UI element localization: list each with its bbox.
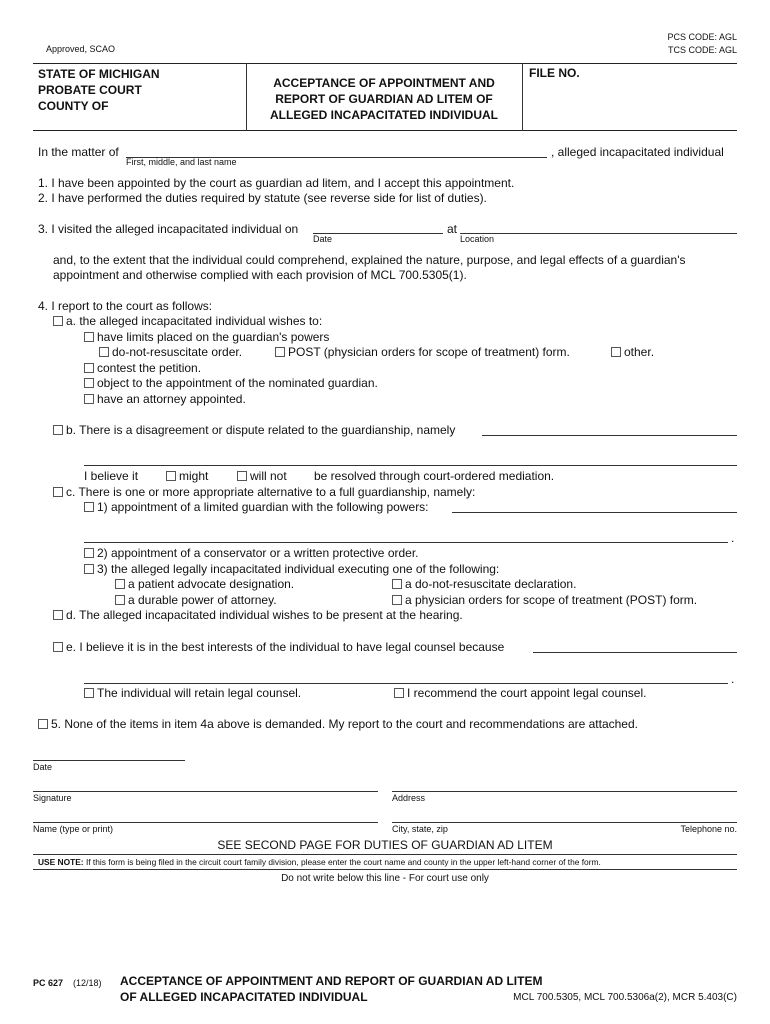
matter-prefix: In the matter of bbox=[38, 145, 119, 159]
court-line: PROBATE COURT bbox=[38, 83, 142, 97]
matter-suffix: , alleged incapacitated individual bbox=[551, 145, 724, 159]
visit-location-field[interactable] bbox=[460, 233, 737, 234]
signature-label: Signature bbox=[33, 793, 72, 803]
mediation-label: be resolved through court-ordered mediation. bbox=[314, 469, 555, 483]
dispute-field[interactable] bbox=[482, 435, 737, 436]
object-option bbox=[84, 376, 378, 390]
item-4e-checkbox[interactable] bbox=[53, 642, 63, 652]
limited-guardian-checkbox[interactable] bbox=[84, 502, 94, 512]
period: . bbox=[731, 531, 735, 545]
durable-poa-checkbox[interactable] bbox=[115, 595, 125, 605]
pcs-code: PCS CODE: AGL bbox=[667, 32, 737, 42]
item-5-label: 5. None of the items in item 4a above is demanded. My report to the court and recommendations are attached. bbox=[51, 717, 638, 731]
item-4a bbox=[53, 314, 322, 328]
executing-option bbox=[84, 562, 499, 576]
item-4d-checkbox[interactable] bbox=[53, 610, 63, 620]
period: . bbox=[731, 672, 735, 686]
limited-powers-field-line-2[interactable] bbox=[84, 542, 728, 543]
other-option bbox=[611, 345, 654, 359]
item-4e-label: e. I believe it is in the best interests of the individual to have legal counsel because bbox=[66, 640, 505, 654]
item-4a-label: a. the alleged incapacitated individual wishes to: bbox=[66, 314, 323, 328]
object-checkbox[interactable] bbox=[84, 378, 94, 388]
might-option bbox=[166, 469, 208, 483]
dnr-declaration-label: a do-not-resuscitate declaration. bbox=[405, 577, 577, 591]
retain-counsel-label: The individual will retain legal counsel. bbox=[97, 686, 302, 700]
attorney-label: have an attorney appointed. bbox=[97, 392, 246, 406]
item-4d bbox=[53, 608, 463, 622]
footer-title: ACCEPTANCE OF APPOINTMENT AND REPORT OF GUARDIAN AD LITEM bbox=[120, 974, 543, 988]
item-5-checkbox[interactable] bbox=[38, 719, 48, 729]
other-checkbox[interactable] bbox=[611, 347, 621, 357]
retain-counsel-option bbox=[84, 686, 301, 700]
durable-poa-option bbox=[115, 593, 277, 607]
post-form-option bbox=[275, 345, 570, 359]
conservator-option bbox=[84, 546, 419, 560]
executing-label: 3) the alleged legally incapacitated individual executing one of the following: bbox=[97, 562, 500, 576]
contest-option bbox=[84, 361, 201, 375]
item-2: 2. I have performed the duties required by statute (see reverse side for list of duties). bbox=[38, 191, 487, 205]
court-block bbox=[38, 66, 160, 114]
will-not-label: will not bbox=[250, 469, 287, 483]
date-label: Date bbox=[33, 762, 53, 772]
post-form-checkbox[interactable] bbox=[275, 347, 285, 357]
use-note bbox=[38, 857, 601, 867]
believe-label: I believe it bbox=[84, 469, 139, 483]
citations: MCL 700.5305, MCL 700.5306a(2), MCR 5.403(C) bbox=[513, 992, 737, 1003]
form-title-line: ALLEGED INCAPACITATED INDIVIDUAL bbox=[270, 108, 498, 122]
item-1: 1. I have been appointed by the court as guardian ad litem, and I accept this appointment. bbox=[38, 176, 515, 190]
durable-poa-label: a durable power of attorney. bbox=[128, 593, 277, 607]
post-orders-label: a physician orders for scope of treatment (POST) form. bbox=[405, 593, 698, 607]
item-3: 3. I visited the alleged incapacitated individual on bbox=[38, 222, 299, 236]
city-field[interactable] bbox=[392, 822, 737, 823]
attorney-checkbox[interactable] bbox=[84, 394, 94, 404]
recommend-counsel-option bbox=[394, 686, 646, 700]
signature-field[interactable] bbox=[33, 791, 378, 792]
post-orders-checkbox[interactable] bbox=[392, 595, 402, 605]
city-label: City, state, zip bbox=[392, 824, 448, 834]
item-3-paragraph: appointment and otherwise complied with each provision of MCL 700.5305(1). bbox=[53, 268, 467, 282]
form-title bbox=[246, 75, 522, 123]
dnr-declaration-checkbox[interactable] bbox=[392, 579, 402, 589]
court-use-only: Do not write below this line - For court use only bbox=[281, 873, 489, 884]
patient-advocate-option bbox=[115, 577, 294, 591]
address-label: Address bbox=[392, 793, 426, 803]
limited-guardian-label: 1) appointment of a limited guardian with the following powers: bbox=[97, 500, 429, 514]
tcs-code: TCS CODE: AGL bbox=[667, 45, 737, 55]
see-second-page: SEE SECOND PAGE FOR DUTIES OF GUARDIAN AD LITEM bbox=[217, 838, 553, 852]
contest-checkbox[interactable] bbox=[84, 363, 94, 373]
counsel-reason-field-line-2[interactable] bbox=[84, 683, 728, 684]
file-no-label: FILE NO. bbox=[529, 66, 580, 80]
post-orders-option bbox=[392, 593, 697, 607]
divider bbox=[33, 854, 737, 855]
caption-divider bbox=[522, 63, 523, 131]
item-3-paragraph: and, to the extent that the individual could comprehend, explained the nature, purpose, and legal effects of a guardian's bbox=[53, 253, 686, 267]
dnr-declaration-option bbox=[392, 577, 576, 591]
name-label: Name (type or print) bbox=[33, 824, 114, 834]
limits-option bbox=[84, 330, 329, 344]
date-field[interactable] bbox=[33, 760, 185, 761]
executing-checkbox[interactable] bbox=[84, 564, 94, 574]
item-4b-checkbox[interactable] bbox=[53, 425, 63, 435]
court-line: COUNTY OF bbox=[38, 99, 109, 113]
dnr-order-option bbox=[99, 345, 242, 359]
date-caption: Date bbox=[313, 234, 333, 244]
form-date: (12/18) bbox=[73, 978, 102, 988]
name-field[interactable] bbox=[33, 822, 378, 823]
form-number: PC 627 bbox=[33, 978, 64, 988]
visit-date-field[interactable] bbox=[313, 233, 443, 234]
post-form-label: POST (physician orders for scope of treatment) form. bbox=[288, 345, 570, 359]
address-field[interactable] bbox=[392, 791, 737, 792]
limits-checkbox[interactable] bbox=[84, 332, 94, 342]
will-not-option bbox=[237, 469, 287, 483]
form-title-line: REPORT OF GUARDIAN AD LITEM OF bbox=[275, 92, 493, 106]
use-note-label: USE NOTE: bbox=[38, 857, 84, 867]
telephone-label: Telephone no. bbox=[680, 824, 737, 834]
contest-label: contest the petition. bbox=[97, 361, 202, 375]
recommend-counsel-label: I recommend the court appoint legal counsel. bbox=[407, 686, 647, 700]
item-5 bbox=[38, 717, 638, 731]
dispute-field-line-2[interactable] bbox=[84, 465, 737, 466]
item-4d-label: d. The alleged incapacitated individual wishes to be present at the hearing. bbox=[66, 608, 463, 622]
object-label: object to the appointment of the nominated guardian. bbox=[97, 376, 378, 390]
recommend-counsel-checkbox[interactable] bbox=[394, 688, 404, 698]
location-caption: Location bbox=[460, 234, 495, 244]
use-note-text: If this form is being filed in the circuit court family division, please enter the court name and county in the upper left-hand corner of the form. bbox=[85, 857, 601, 867]
item-4c-checkbox[interactable] bbox=[53, 487, 63, 497]
court-line: STATE OF MICHIGAN bbox=[38, 67, 160, 81]
retain-counsel-checkbox[interactable] bbox=[84, 688, 94, 698]
item-4b-label: b. There is a disagreement or dispute related to the guardianship, namely bbox=[66, 423, 456, 437]
patient-advocate-label: a patient advocate designation. bbox=[128, 577, 295, 591]
item-4a-checkbox[interactable] bbox=[53, 316, 63, 326]
conservator-label: 2) appointment of a conservator or a written protective order. bbox=[97, 546, 419, 560]
approved-label: Approved, SCAO bbox=[46, 44, 116, 54]
item-4c-label: c. There is one or more appropriate alternative to a full guardianship, namely: bbox=[66, 485, 476, 499]
conservator-checkbox[interactable] bbox=[84, 548, 94, 558]
limited-guardian-option bbox=[84, 500, 429, 514]
counsel-reason-field[interactable] bbox=[533, 652, 737, 653]
item-4c bbox=[53, 485, 475, 499]
dnr-order-label: do-not-resuscitate order. bbox=[112, 345, 243, 359]
divider bbox=[33, 869, 737, 870]
item-4b bbox=[53, 423, 455, 437]
name-caption: First, middle, and last name bbox=[126, 157, 237, 167]
limits-label: have limits placed on the guardian's powers bbox=[97, 330, 330, 344]
will-not-checkbox[interactable] bbox=[237, 471, 247, 481]
other-label: other. bbox=[624, 345, 655, 359]
at-label: at bbox=[447, 222, 458, 236]
dnr-order-checkbox[interactable] bbox=[99, 347, 109, 357]
might-checkbox[interactable] bbox=[166, 471, 176, 481]
item-4: 4. I report to the court as follows: bbox=[38, 299, 213, 313]
patient-advocate-checkbox[interactable] bbox=[115, 579, 125, 589]
attorney-option bbox=[84, 392, 246, 406]
limited-powers-field[interactable] bbox=[452, 512, 737, 513]
item-4e bbox=[53, 640, 504, 654]
footer-title: OF ALLEGED INCAPACITATED INDIVIDUAL bbox=[120, 990, 368, 1004]
might-label: might bbox=[179, 469, 209, 483]
form-title-line: ACCEPTANCE OF APPOINTMENT AND bbox=[273, 76, 495, 90]
